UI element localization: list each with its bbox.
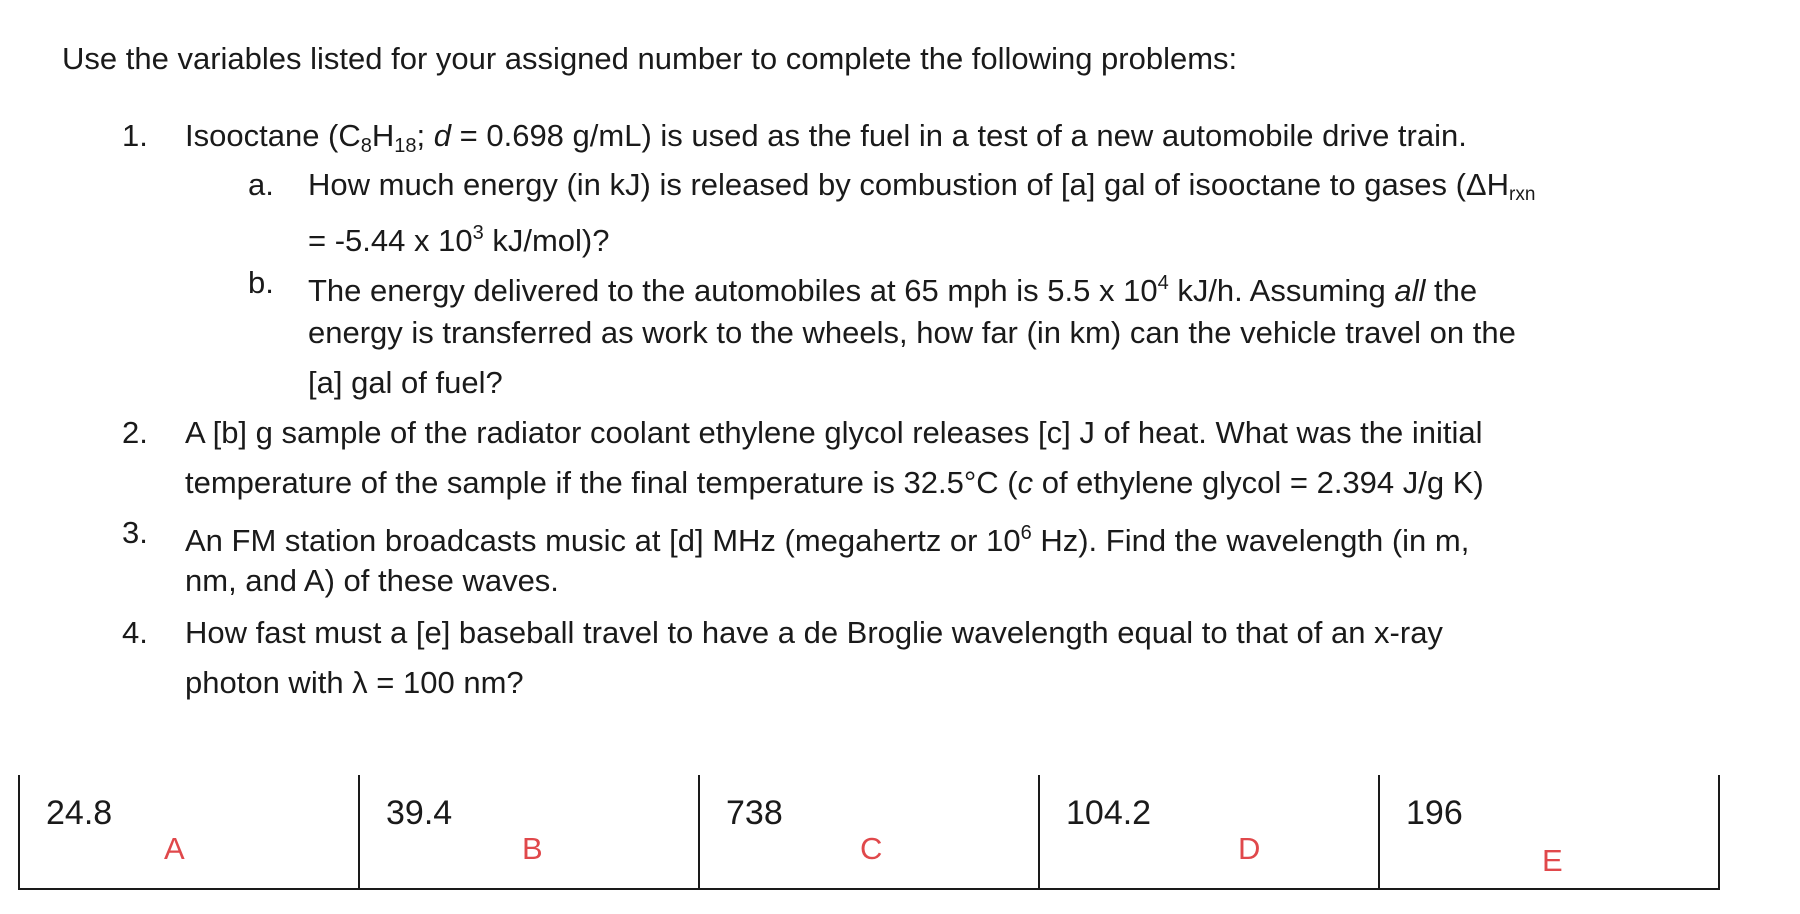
- table-divider: [1378, 775, 1380, 890]
- problem-3-number: 3.: [122, 515, 148, 550]
- variable-b-value: 39.4: [386, 794, 453, 832]
- variable-e-value: 196: [1406, 794, 1463, 832]
- problem-1b-line-3: [a] gal of fuel?: [308, 365, 503, 400]
- problem-1a-line-1: How much energy (in kJ) is released by combustion of [a] gal of isooctane to gases (ΔHrxn: [308, 167, 1536, 205]
- problem-2-line-1: A [b] g sample of the radiator coolant ethylene glycol releases [c] J of heat. What was the initial: [185, 415, 1483, 450]
- problem-4-number: 4.: [122, 615, 148, 650]
- problem-1-number: 1.: [122, 118, 148, 153]
- instructions-heading: Use the variables listed for your assigned number to complete the following problems:: [62, 41, 1238, 76]
- variable-b-letter: B: [522, 831, 543, 866]
- problem-4-line-2: photon with λ = 100 nm?: [185, 665, 524, 700]
- variable-c-letter: C: [860, 831, 883, 866]
- problem-2-number: 2.: [122, 415, 148, 450]
- variable-e-letter: E: [1542, 843, 1563, 878]
- variable-a-letter: A: [164, 831, 185, 866]
- problem-1-line-1: Isooctane ($C_8H_{18}$; d = 0.698 g/mL) is used as the fuel in a test of a new automobile drive train.: [185, 118, 1467, 157]
- problem-4-line-1: How fast must a [e] baseball travel to have a de Broglie wavelength equal to that of an x-ray: [185, 615, 1443, 650]
- table-divider: [18, 775, 20, 890]
- problem-1b-line-1: The energy delivered to the automobiles at 65 mph is 5.5 x $10^4$ kJ/h. Assuming all the: [308, 272, 1478, 308]
- problem-3-line-1: An FM station broadcasts music at [d] MHz (megahertz or $10^6$ Hz). Find the wavelength (in m,: [185, 522, 1470, 558]
- table-divider: [1038, 775, 1040, 890]
- problem-2-line-2: temperature of the sample if the final temperature is 32.5°C (c of ethylene glycol = 2.394 J/g K): [185, 465, 1484, 500]
- variable-c-value: 738: [726, 794, 783, 832]
- table-divider: [358, 775, 360, 890]
- table-divider: [698, 775, 700, 890]
- variable-a-value: 24.8: [46, 794, 113, 832]
- table-divider: [1718, 775, 1720, 890]
- variables-table: [18, 775, 1720, 890]
- problem-1b-label: b.: [248, 265, 274, 300]
- variable-d-value: 104.2: [1066, 794, 1152, 832]
- variable-d-letter: D: [1238, 831, 1261, 866]
- problem-1a-line-2: = -5.44 x $10^3$ kJ/mol)?: [308, 222, 610, 258]
- problem-1a-label: a.: [248, 167, 274, 202]
- table-bottom-border: [18, 888, 1720, 890]
- problem-1b-line-2: energy is transferred as work to the wheels, how far (in km) can the vehicle travel on the: [308, 315, 1516, 350]
- problem-3-line-2: nm, and A) of these waves.: [185, 563, 559, 598]
